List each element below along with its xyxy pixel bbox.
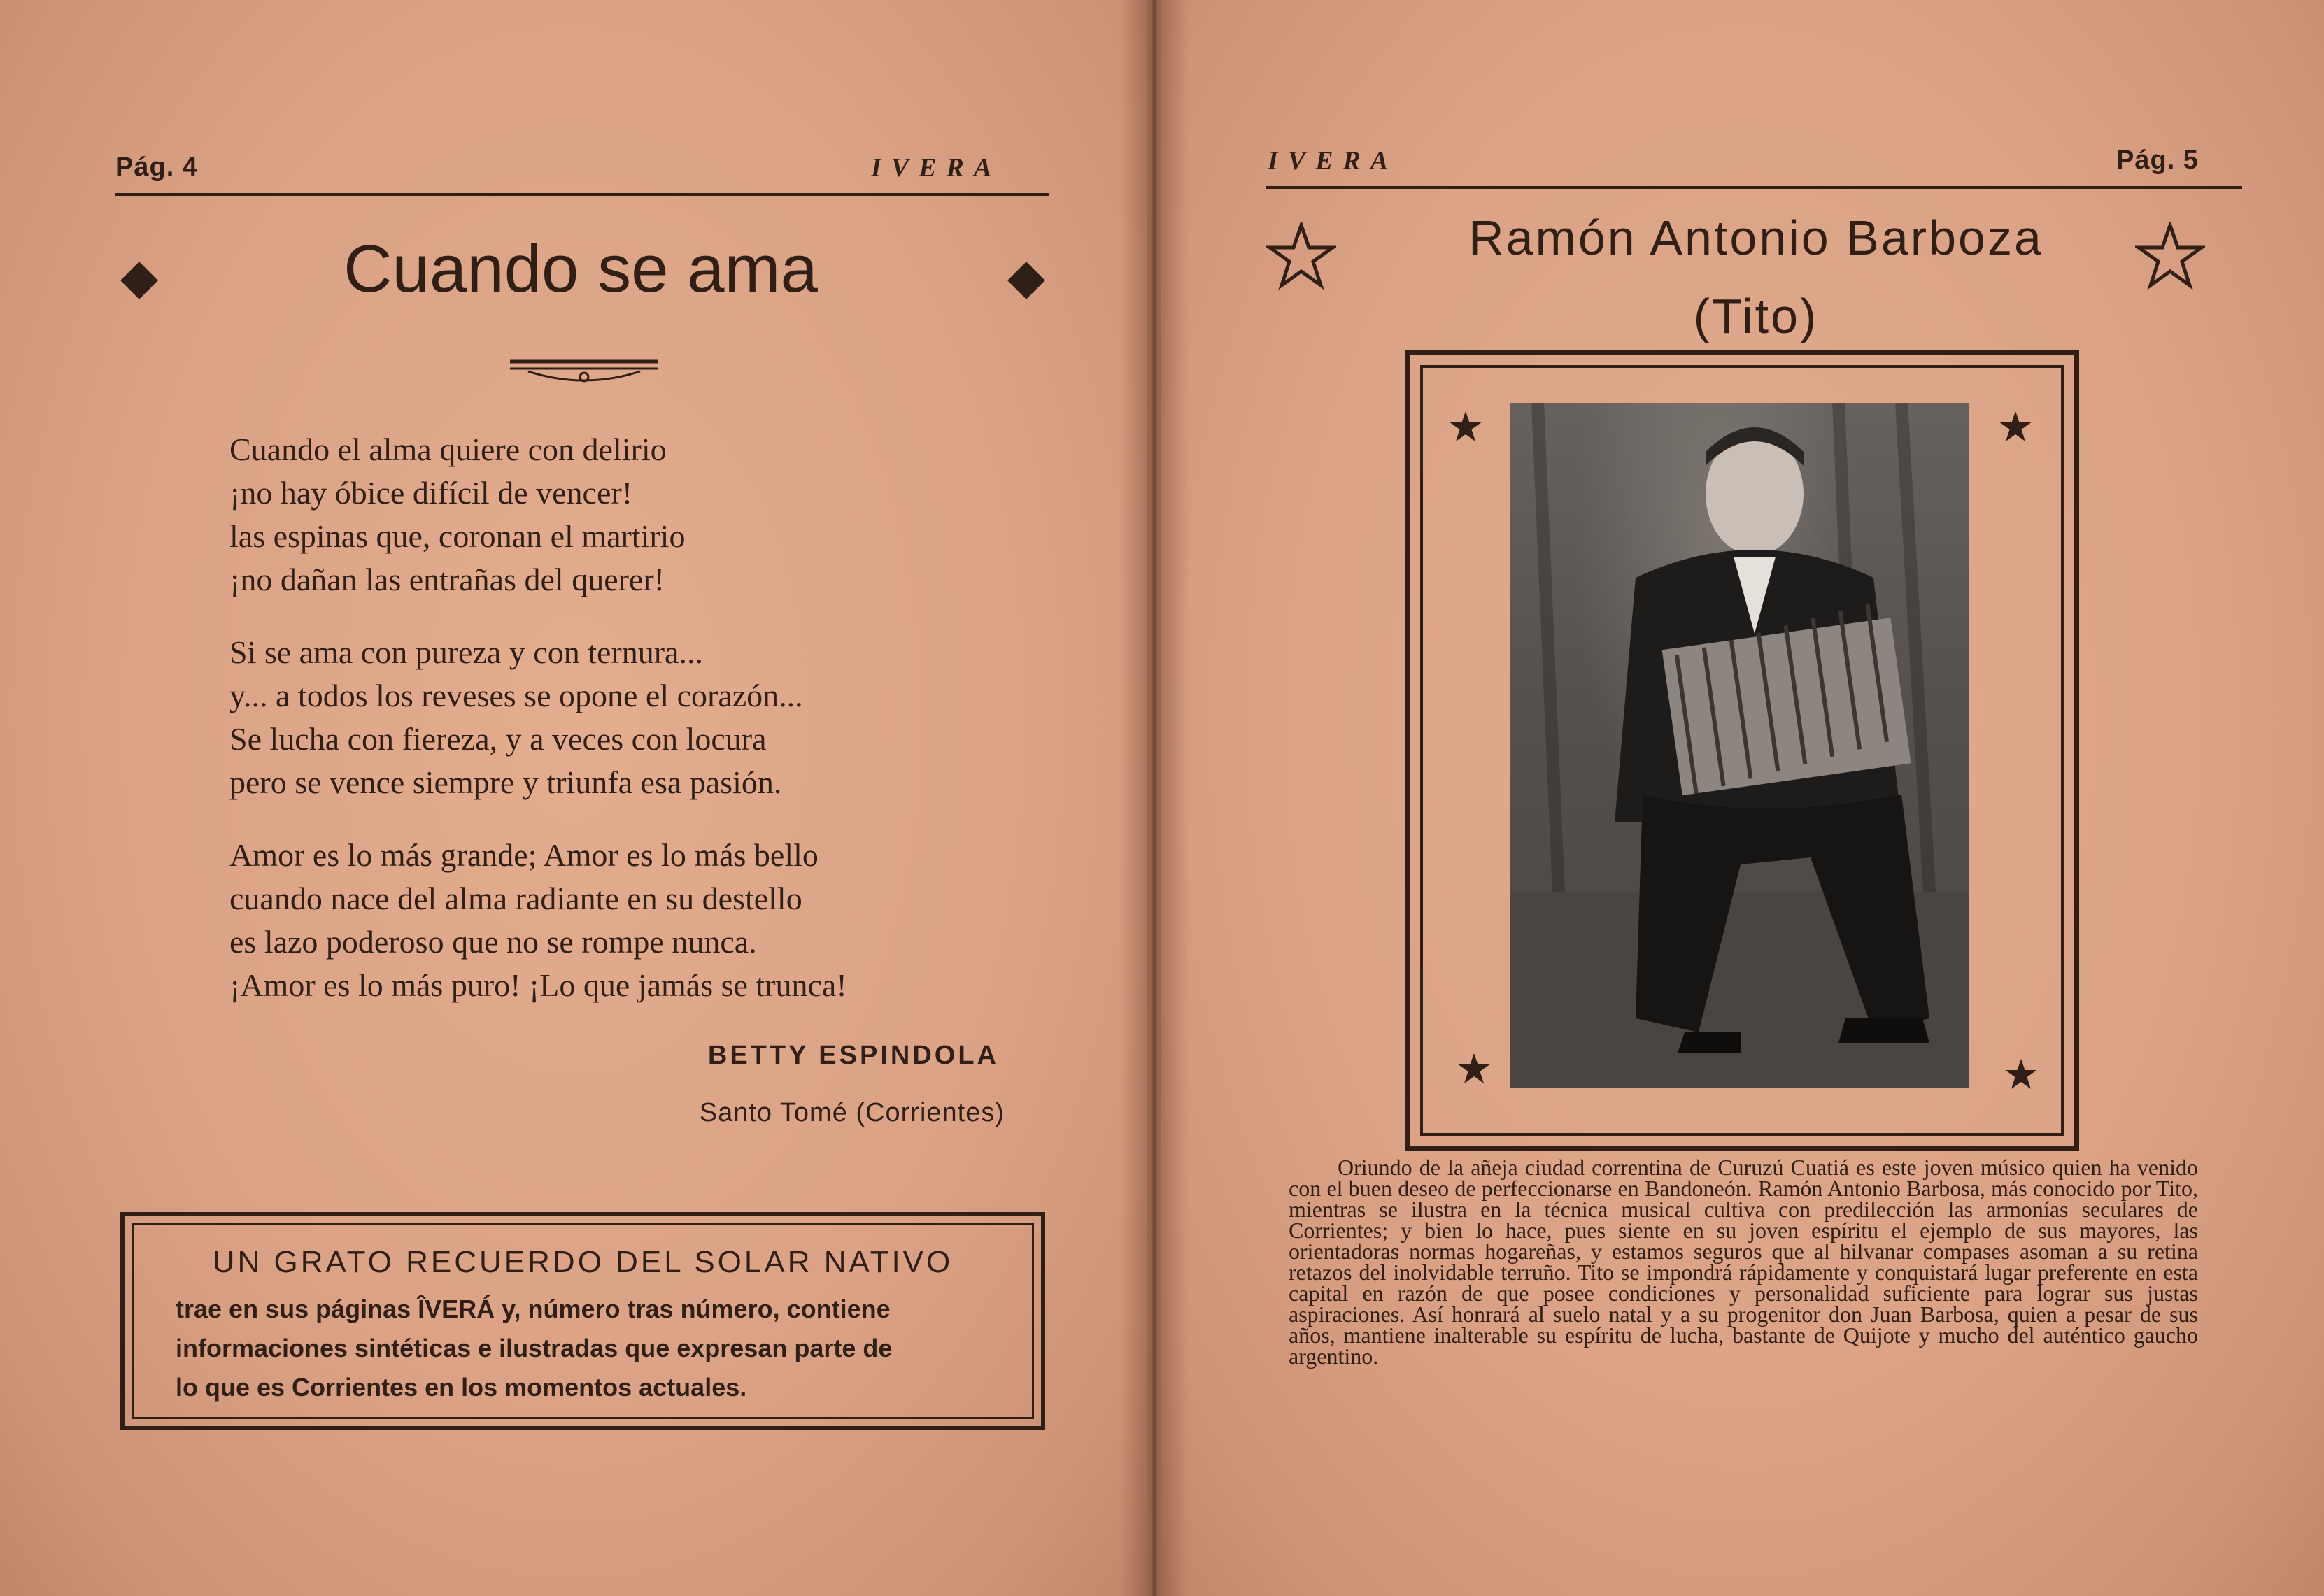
book-gutter (1119, 0, 1189, 1596)
poem-line: Cuando el alma quiere con delirio (229, 432, 667, 467)
filled-star-icon (2004, 1057, 2039, 1091)
promo-box-inner (132, 1223, 1034, 1419)
poem-line: cuando nace del alma radiante en su destello (229, 881, 802, 916)
outline-star-icon (2135, 222, 2205, 290)
right-page (1161, 0, 2324, 1596)
promo-text (176, 1290, 987, 1407)
running-title-right: IVERA (1268, 146, 1398, 176)
poem-line: y... a todos los reveses se opone el corazón... (229, 678, 803, 713)
poem-stanza (229, 631, 1034, 804)
outline-star-icon (1266, 222, 1336, 290)
poem-line: las espinas que, coronan el martirio (229, 518, 686, 554)
poem-line: ¡no hay óbice difícil de vencer! (229, 475, 633, 511)
filled-star-icon (1457, 1052, 1492, 1085)
poem-line: es lazo poderoso que no se rompe nunca. (229, 924, 757, 960)
photo-frame (1405, 350, 2079, 1151)
left-page (0, 0, 1147, 1596)
promo-heading: UN GRATO RECUERDO DEL SOLAR NATIVO (212, 1245, 954, 1279)
promo-line: lo que es Corrientes en los momentos actuales. (176, 1373, 747, 1402)
biography-paragraph: Oriundo de la añeja ciudad correntina de Curuzú Cuatiá es este joven músico quien ha venido con el buen deseo de perfeccionarse en Bandoneón. Ramón Antonio Barbosa, más conocido por Tito, mientras se ilustra en la técnica musical cultiva con predilección las armonías seculares de Corrientes; y bien lo hace, pues siente en su joven espíritu el ejemplo de sus mayores, las orientadoras normas hogareñas, y estamos seguros que al hilvanar compases asoman a su retina retazos del inolvidable terruño. Tito se impondrá rápidamente y conquistará lugar preferente en esta capital en razón de que posee condiciones y personalidad suficiente para lograr sus justas aspiraciones. Así honrará al suelo natal y a su progenitor don Juan Barbosa, quien a pesar de sus años, mantiene inalterable su espíritu de lucha, bastante de Quijote y mucho del auténtico gaucho argentino. (1289, 1155, 2198, 1369)
diamond-ornament-icon (120, 262, 158, 299)
profile-name: Ramón Antonio Barboza (1468, 211, 2043, 265)
poem-line: Se lucha con fiereza, y a veces con locura (229, 721, 767, 757)
profile-biography (1289, 1157, 2198, 1367)
promo-box (120, 1212, 1045, 1430)
poem-line: Si se ama con pureza y con ternura... (229, 634, 703, 670)
filled-star-icon (1448, 410, 1483, 443)
scroll-divider-icon (507, 353, 661, 388)
photo-figure (1510, 403, 1969, 1088)
author-place: Santo Tomé (Corrientes) (699, 1098, 1005, 1127)
poem-stanza (229, 834, 1034, 1007)
poem-line: Amor es lo más grande; Amor es lo más bello (229, 837, 819, 873)
poem-line: pero se vence siempre y triunfa esa pasión. (229, 764, 782, 800)
accordion-player-photo (1510, 403, 1969, 1088)
poem-line: ¡no dañan las entrañas del querer! (229, 562, 665, 597)
poem-stanza (229, 428, 1034, 601)
diamond-ornament-icon (1007, 262, 1045, 299)
page-number-left: Pág. 4 (115, 152, 198, 182)
poem-title: Cuando se ama (343, 231, 818, 306)
header-rule-right (1266, 186, 2242, 189)
poem-line: ¡Amor es lo más puro! ¡Lo que jamás se trunca! (229, 967, 847, 1003)
running-title-left: IVERA (871, 153, 1002, 183)
promo-line: informaciones sintéticas e ilustradas que expresan parte de (176, 1334, 893, 1362)
profile-nickname: (Tito) (1693, 289, 1819, 343)
page-number-right: Pág. 5 (2116, 145, 2199, 175)
header-rule-left (115, 193, 1049, 196)
poem-author: BETTY ESPINDOLA (707, 1041, 999, 1070)
promo-line: trae en sus páginas ÎVERÁ y, número tras número, contiene (176, 1295, 891, 1323)
poem-body (229, 428, 1034, 1036)
filled-star-icon (1998, 410, 2033, 443)
